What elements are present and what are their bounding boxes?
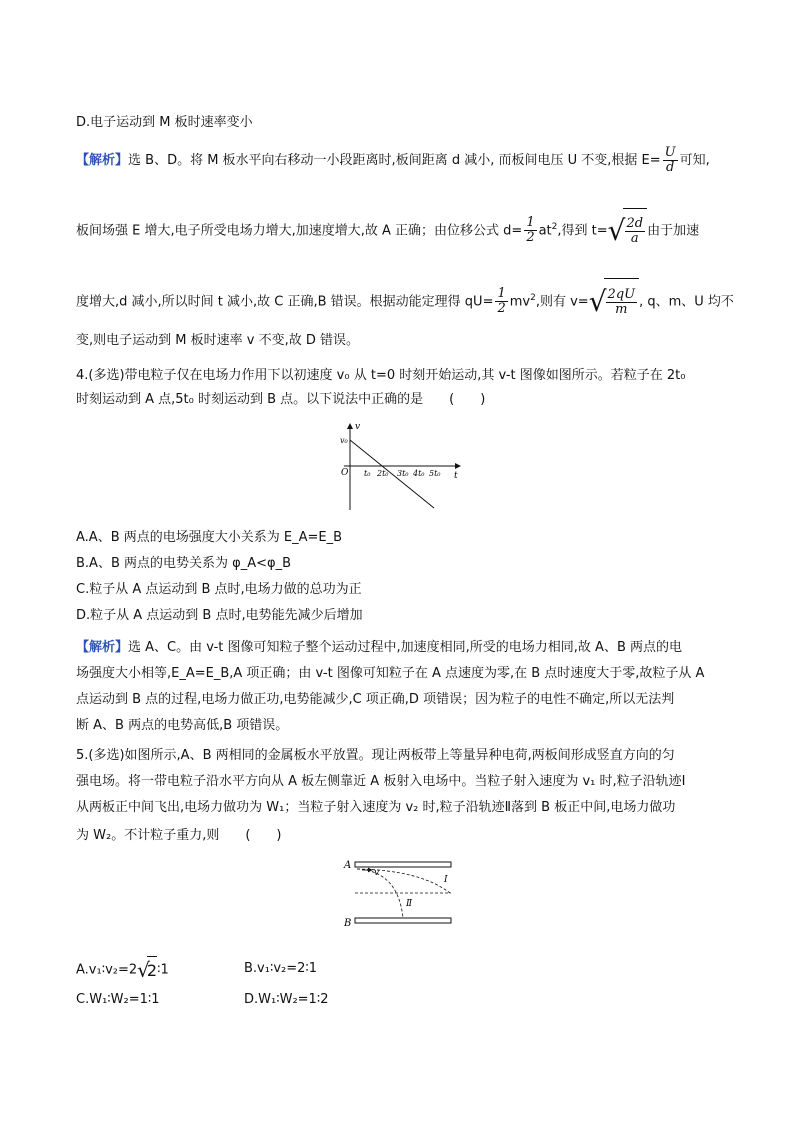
analysis-tag: 【解析】 — [76, 640, 129, 655]
question-5-line-1: 5.(多选)如图所示,A、B 两相同的金属板水平放置。现让两板带上等量异种电荷,两板间形成竖直方向的匀 — [76, 748, 675, 763]
plates-figure — [340, 856, 460, 932]
tick-label: 3t₀ — [397, 469, 409, 478]
fraction-one-half: $\frac{1}{2}$ — [526, 215, 535, 246]
sqrt-2d-over-a: √ $\frac{2d}{a}$ — [608, 208, 647, 254]
origin-label: O — [341, 468, 349, 478]
v0-label: v₀ — [340, 436, 348, 445]
axis-v-label: v — [355, 422, 361, 432]
question-4-option-b: B.A、B 两点的电势关系为 φ_A<φ_B — [76, 556, 291, 571]
analysis-4-line-1: 【解析】选 A、C。由 v-t 图像可知粒子整个运动过程中,加速度相同,所受的电场力相同,故 A、B 两点的电 — [76, 640, 682, 655]
question-4-option-c: C.粒子从 A 点运动到 B 点时,电场力做的总功为正 — [76, 582, 362, 597]
question-5-line-4: 为 W₂。不计粒子重力,则 ( ) — [76, 828, 282, 843]
label-track-1: Ⅰ — [444, 875, 448, 885]
question-4-option-d: D.粒子从 A 点运动到 B 点时,电势能先减少后增加 — [76, 608, 363, 623]
label-a: A — [344, 860, 352, 871]
fraction-one-half-2: $\frac{1}{2}$ — [497, 286, 506, 317]
label-b: B — [344, 918, 352, 929]
tick-label: 4t₀ — [413, 469, 425, 478]
tick-label: 2t₀ — [377, 469, 389, 478]
question-4-line-2: 时刻运动到 A 点,5t₀ 时刻运动到 B 点。以下说法中正确的是 ( ) — [76, 392, 486, 407]
question-5-option-d: D.W₁∶W₂=1∶2 — [244, 992, 329, 1007]
analysis-3-line-1: 【解析】选 B、D。将 M 板水平向右移动一小段距离时,板间距离 d 减小, 而板间电压 U 不变,根据 E= $\frac{U}{d}$ 可知, — [76, 145, 710, 175]
analysis-3-line-3: 度增大,d 减小,所以时间 t 减小,故 C 正确,B 错误。根据动能定理得 qU= $\frac{1}{2}$ $mv^2$,则有 v=√ $\frac{2qU}{m}$ , q、m、U 均不 — [76, 275, 734, 326]
analysis-4-line-3: 点运动到 B 点的过程,电场力做正功,电势能减少,C 项正确,D 项错误；因为粒子的电性不确定,所以无法判 — [76, 692, 675, 707]
tick-label: 5t₀ — [429, 469, 441, 478]
analysis-3-line-2: 板间场强 E 增大,电子所受电场力增大,加速度增大,故 A 正确；由位移公式 d= $\frac{1}{2}$ $at^2$,得到 t=√ $\frac{2d}{a}$ 由于加速 — [76, 205, 699, 254]
prev-option-d: D.电子运动到 M 板时速率变小 — [76, 115, 253, 130]
question-5-line-2: 强电场。将一带电粒子沿水平方向从 A 板左侧靠近 A 板射入电场中。当粒子射入速度为 v₁ 时,粒子沿轨迹Ⅰ — [76, 774, 686, 789]
question-5-option-b: B.v₁∶v₂=2∶1 — [244, 961, 318, 976]
plate-a — [355, 862, 451, 867]
question-5-line-3: 从两板正中间飞出,电场力做功为 W₁；当粒子射入速度为 v₂ 时,粒子沿轨迹Ⅱ落到 B 板正中间,电场力做功 — [76, 800, 676, 815]
label-track-2: Ⅱ — [406, 899, 413, 909]
trajectory-1 — [357, 869, 450, 893]
analysis-tag: 【解析】 — [76, 153, 129, 168]
question-5-option-a: A.v₁∶v₂=2√2∶1 — [76, 958, 169, 982]
tick-label: t₀ — [364, 469, 371, 478]
analysis-4-line-4: 断 A、B 两点的电势高低,B 项错误。 — [76, 718, 289, 733]
axis-t-label: t — [454, 471, 458, 481]
question-5-option-c: C.W₁∶W₂=1∶1 — [76, 992, 160, 1007]
trajectory-2 — [357, 869, 403, 918]
question-4-option-a: A.A、B 两点的电场强度大小关系为 E_A=E_B — [76, 530, 343, 545]
plate-b — [355, 918, 451, 923]
vt-graph — [330, 418, 470, 514]
question-4-line-1: 4.(多选)带电粒子仅在电场力作用下以初速度 v₀ 从 t=0 时刻开始运动,其 v-t 图像如图所示。若粒子在 2t₀ — [76, 368, 686, 383]
sqrt-2: √2 — [137, 958, 158, 982]
analysis-3-line-4: 变,则电子运动到 M 板时速率 v 不变,故 D 错误。 — [76, 333, 359, 348]
label-v: v — [374, 868, 380, 878]
sqrt-2qu-over-m: √ $\frac{2qU}{m}$ — [589, 278, 639, 326]
analysis-4-line-2: 场强度大小相等,E_A=E_B,A 项正确；由 v-t 图像可知粒子在 A 点速度为零,在 B 点时速度大于零,故粒子从 A — [76, 666, 705, 681]
fraction-u-over-d: $\frac{U}{d}$ — [664, 145, 676, 175]
